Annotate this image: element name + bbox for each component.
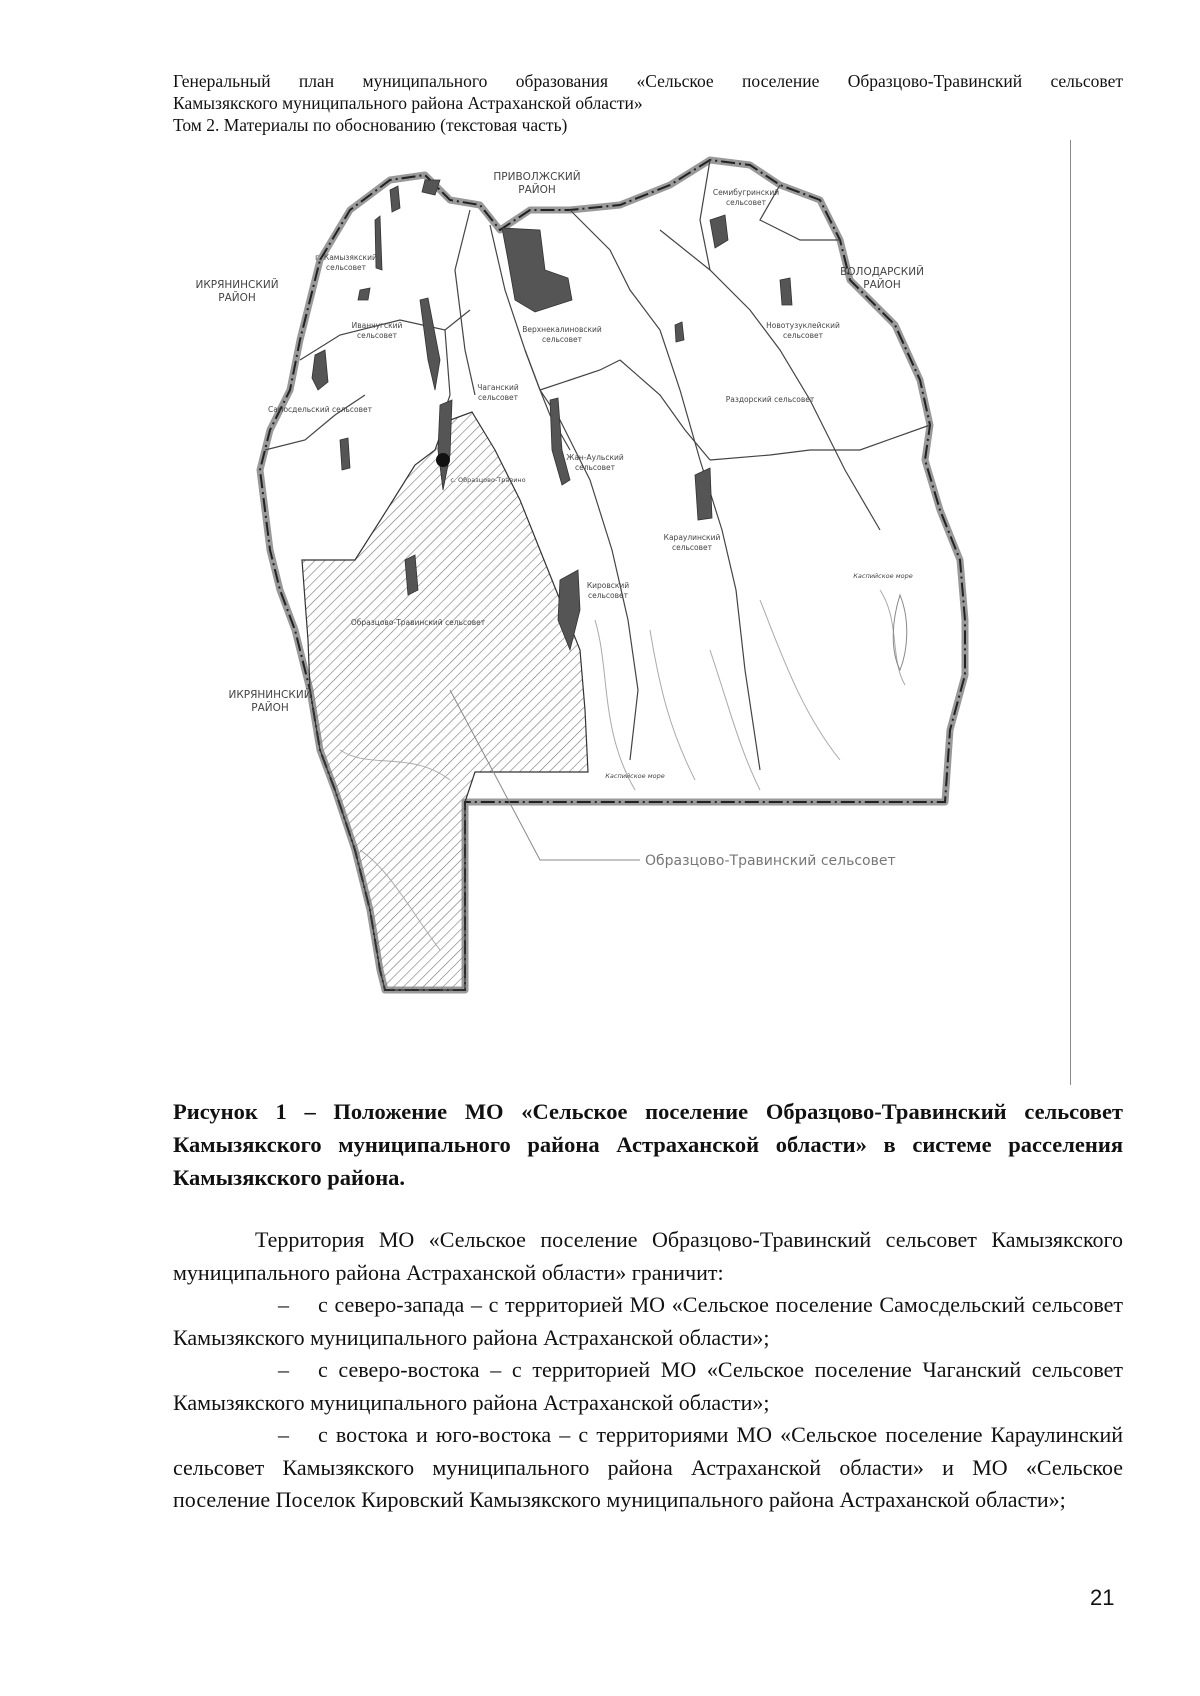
margin-line: [1070, 140, 1071, 1085]
label-semibugrinsky-2: сельсовет: [725, 198, 767, 207]
label-chagansky-1: Чаганский: [477, 383, 519, 392]
label-karaulinsky-2: сельсовет: [671, 543, 713, 552]
svg-text:Кировскийсельсовет: [587, 581, 629, 600]
label-ivanchugsky-1: Иванчугский: [351, 321, 403, 330]
list-item-text: с северо-востока – с территорией МО «Сельское поселение Чаганский сельсовет Камызякского муниципального района Астраханской области»;: [173, 1357, 1123, 1415]
label-verkhnekalinovsky-2: сельсовет: [541, 335, 583, 344]
label-verkhnekalinovsky-1: Верхнекалиновский: [522, 325, 602, 334]
list-dash: –: [278, 1422, 289, 1447]
label-ikryaninsky-bottom-2: РАЙОН: [251, 702, 289, 714]
district-map: [195, 150, 1070, 1090]
svg-text:Новотузуклейскийсельсовет: [766, 321, 840, 340]
label-ikryaninsky-top-2: РАЙОН: [218, 292, 256, 304]
label-obraztsovo-travino: с. Образцово-Травино: [450, 476, 526, 484]
list-item-text: с северо-запада – с территорией МО «Сельское поселение Самосдельский сельсовет Камызякского муниципального района Астраханской области»;: [173, 1292, 1123, 1350]
svg-text:ПРИВОЛЖСКИЙРАЙОН: [493, 170, 580, 196]
label-semibugrinsky-1: Семибугринский: [712, 188, 780, 197]
label-ikryaninsky-bottom-1: ИКРЯНИНСКИЙ: [228, 689, 312, 701]
label-zhan-aulsky-1: Жан-Аульский: [566, 453, 624, 462]
label-chagansky-2: сельсовет: [477, 393, 519, 402]
label-kirovsky-1: Кировский: [586, 581, 630, 590]
svg-text:ИКРЯНИНСКИЙРАЙОН: [228, 688, 311, 714]
intro-paragraph: Территория МО «Сельское поселение Образцово-Травинский сельсовет Камызякского муниципального района Астраханской области» граничит:: [173, 1227, 1123, 1285]
settlement-marker: [436, 453, 450, 467]
lake: [893, 595, 907, 670]
label-ivanchugsky-2: сельсовет: [356, 331, 398, 340]
header-line-2: Камызякского муниципального района Астраханской области»: [173, 93, 643, 113]
label-caspian-east: Каспийское море: [853, 572, 913, 580]
label-razdorsky: Раздорский сельсовет: [725, 395, 815, 404]
svg-text:Иванчугскийсельсовет: [352, 321, 403, 340]
label-volodarsky-2: РАЙОН: [863, 279, 901, 291]
label-privolzhsky-1: ПРИВОЛЖСКИЙ: [493, 171, 581, 183]
list-item: [173, 1419, 1123, 1517]
label-volodarsky-1: ВОЛОДАРСКИЙ: [840, 266, 924, 278]
label-callout: Образцово-Травинский сельсовет: [645, 853, 896, 869]
svg-text:Верхнекалиновскийсельсовет: [522, 325, 602, 344]
list-dash: –: [278, 1292, 289, 1317]
list-dash: –: [278, 1357, 289, 1382]
label-kamyzyaksky-2: сельсовет: [325, 263, 367, 272]
header-line-3: Том 2. Материалы по обоснованию (текстовая часть): [173, 115, 568, 135]
page-number: 21: [1090, 1585, 1115, 1610]
label-novotuzukleysky-2: сельсовет: [782, 331, 824, 340]
list-item: [173, 1289, 1123, 1354]
svg-text:ИКРЯНИНСКИЙРАЙОН: [195, 278, 278, 304]
header-line-1: Генеральный план муниципального образования «Сельское поселение Образцово-Травинский сельсовет: [173, 71, 1123, 91]
label-karaulinsky-1: Караулинский: [663, 533, 721, 542]
label-ikryaninsky-top-1: ИКРЯНИНСКИЙ: [195, 279, 279, 291]
svg-text:Жан-Аульскийсельсовет: [566, 453, 624, 472]
list-item: [173, 1354, 1123, 1419]
label-samosdelsky: Самосдельский сельсовет: [267, 405, 373, 414]
body-text: [173, 1224, 1123, 1517]
svg-text:Караулинскийсельсовет: [664, 533, 721, 552]
figure-caption: Рисунок 1 – Положение МО «Сельское поселение Образцово-Травинский сельсовет Камызякского муниципального района Астраханской области» в системе расселения Камызякского района.: [173, 1099, 1123, 1190]
label-zhan-aulsky-2: сельсовет: [574, 463, 616, 472]
label-novotuzukleysky-1: Новотузуклейский: [766, 321, 840, 330]
label-caspian-south: Каспийское море: [605, 772, 665, 780]
list-item-text: с востока и юго-востока – с территориями МО «Сельское поселение Караулинский сельсовет Камызякского муниципального района Астраханской области» и МО «Сельское поселение Поселок Кировский Камызякского муниципального района Астраханской области»;: [173, 1422, 1123, 1512]
label-privolzhsky-2: РАЙОН: [518, 184, 556, 196]
label-kamyzyaksky-1: г. Камызякский: [315, 253, 377, 262]
obraztsovo-travinsky-territory: [302, 412, 588, 990]
svg-text:Чаганскийсельсовет: [477, 383, 519, 402]
label-obraztsovo-inner: Образцово-Травинский сельсовет: [350, 618, 486, 627]
document-header: [173, 70, 1123, 136]
label-kirovsky-2: сельсовет: [587, 591, 629, 600]
svg-text:г. Камызякскийсельсовет: [315, 253, 377, 272]
